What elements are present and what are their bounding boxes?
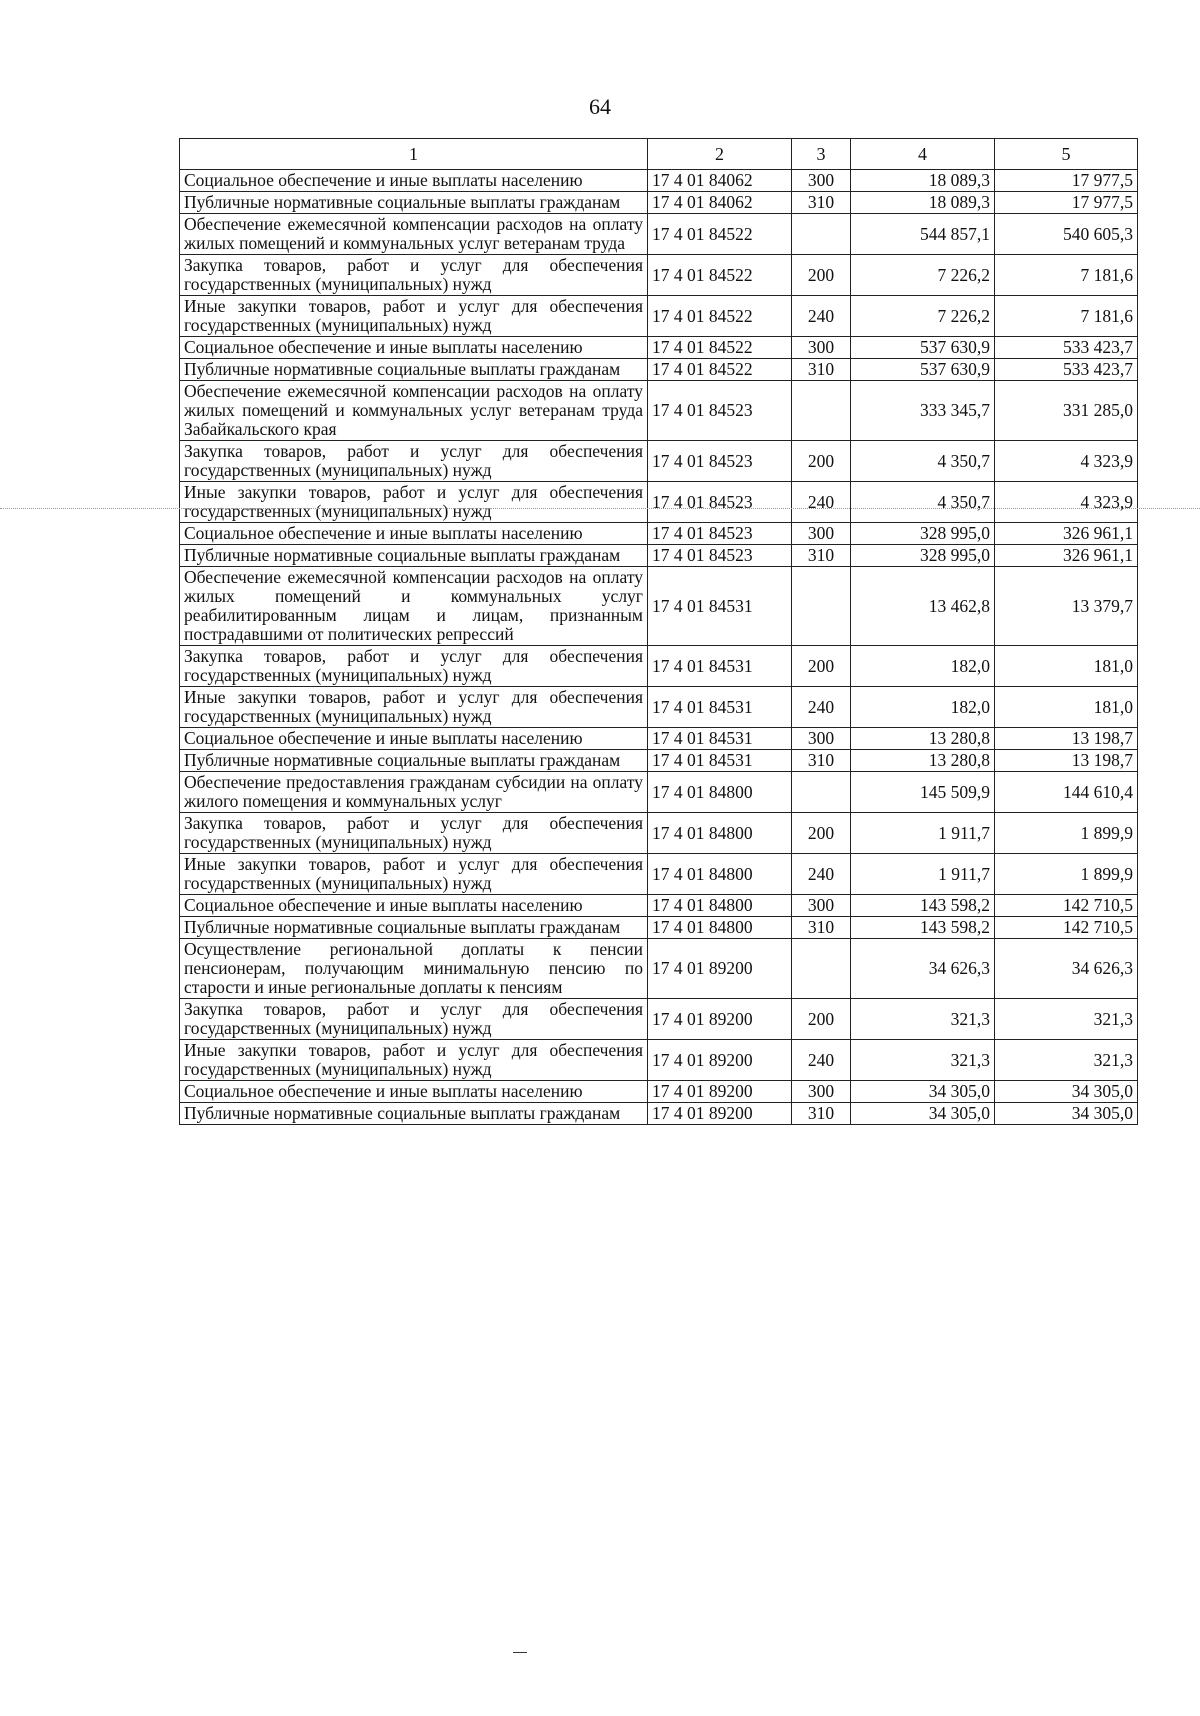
- target-code-cell: 17 4 01 84522: [648, 337, 792, 359]
- amount-year1-cell: 1 911,7: [851, 854, 995, 895]
- row-name-cell: Иные закупки товаров, работ и услуг для обеспечения государственных (муниципальных) нужд: [180, 482, 648, 523]
- amount-year1-cell: 13 462,8: [851, 567, 995, 646]
- row-name-cell: Публичные нормативные социальные выплаты гражданам: [180, 545, 648, 567]
- amount-year2-cell: 34 305,0: [995, 1103, 1138, 1125]
- target-code-cell: 17 4 01 84800: [648, 813, 792, 854]
- target-code-cell: 17 4 01 84531: [648, 687, 792, 728]
- row-name-cell: Иные закупки товаров, работ и услуг для обеспечения государственных (муниципальных) нужд: [180, 854, 648, 895]
- row-name-cell: Обеспечение ежемесячной компенсации расходов на оплату жилых помещений и коммунальных услуг реабилитированным лицам и лицам, признанным пострадавшими от политических репрессий: [180, 567, 648, 646]
- table-row: [180, 170, 1138, 192]
- row-name-cell: Социальное обеспечение и иные выплаты населению: [180, 337, 648, 359]
- expense-type-cell: 310: [792, 1103, 851, 1125]
- row-name-cell: Иные закупки товаров, работ и услуг для обеспечения государственных (муниципальных) нужд: [180, 687, 648, 728]
- amount-year1-cell: 1 911,7: [851, 813, 995, 854]
- row-name-cell: Иные закупки товаров, работ и услуг для обеспечения государственных (муниципальных) нужд: [180, 296, 648, 337]
- expense-type-cell: 300: [792, 895, 851, 917]
- table-row: [180, 337, 1138, 359]
- amount-year2-cell: 321,3: [995, 999, 1138, 1040]
- expense-type-cell: 310: [792, 917, 851, 939]
- table-row: [180, 772, 1138, 813]
- scan-artifact-line: [0, 508, 1200, 509]
- target-code-cell: 17 4 01 84062: [648, 170, 792, 192]
- amount-year2-cell: 540 605,3: [995, 214, 1138, 255]
- expense-type-cell: [792, 381, 851, 441]
- expense-type-cell: 300: [792, 1081, 851, 1103]
- row-name-cell: Публичные нормативные социальные выплаты гражданам: [180, 917, 648, 939]
- amount-year1-cell: 182,0: [851, 687, 995, 728]
- table-row: [180, 895, 1138, 917]
- expense-type-cell: 240: [792, 687, 851, 728]
- amount-year2-cell: 142 710,5: [995, 917, 1138, 939]
- target-code-cell: 17 4 01 89200: [648, 1040, 792, 1081]
- table-row: [180, 381, 1138, 441]
- table-row: [180, 687, 1138, 728]
- table-body: [180, 170, 1138, 1125]
- amount-year2-cell: 17 977,5: [995, 192, 1138, 214]
- table-row: [180, 750, 1138, 772]
- table-row: [180, 917, 1138, 939]
- footer-dash: [513, 1652, 527, 1653]
- amount-year1-cell: 182,0: [851, 646, 995, 687]
- amount-year2-cell: 533 423,7: [995, 359, 1138, 381]
- target-code-cell: 17 4 01 84522: [648, 255, 792, 296]
- row-name-cell: Обеспечение предоставления гражданам субсидии на оплату жилого помещения и коммунальных услуг: [180, 772, 648, 813]
- amount-year1-cell: 34 305,0: [851, 1081, 995, 1103]
- target-code-cell: 17 4 01 84800: [648, 854, 792, 895]
- amount-year1-cell: 7 226,2: [851, 255, 995, 296]
- amount-year1-cell: 7 226,2: [851, 296, 995, 337]
- target-code-cell: 17 4 01 89200: [648, 939, 792, 999]
- table-row: [180, 1040, 1138, 1081]
- table-row: [180, 214, 1138, 255]
- amount-year2-cell: 4 323,9: [995, 441, 1138, 482]
- expense-type-cell: 310: [792, 359, 851, 381]
- amount-year1-cell: 4 350,7: [851, 482, 995, 523]
- expense-type-cell: 300: [792, 337, 851, 359]
- target-code-cell: 17 4 01 84062: [648, 192, 792, 214]
- row-name-cell: Социальное обеспечение и иные выплаты населению: [180, 728, 648, 750]
- table-row: [180, 192, 1138, 214]
- amount-year2-cell: 7 181,6: [995, 255, 1138, 296]
- amount-year1-cell: 321,3: [851, 1040, 995, 1081]
- expense-type-cell: 300: [792, 728, 851, 750]
- row-name-cell: Социальное обеспечение и иные выплаты населению: [180, 523, 648, 545]
- amount-year2-cell: 326 961,1: [995, 545, 1138, 567]
- expense-type-cell: 300: [792, 523, 851, 545]
- expense-type-cell: 310: [792, 545, 851, 567]
- target-code-cell: 17 4 01 84522: [648, 214, 792, 255]
- header-col-5: 5: [995, 139, 1138, 170]
- table-row: [180, 441, 1138, 482]
- amount-year2-cell: 331 285,0: [995, 381, 1138, 441]
- target-code-cell: 17 4 01 89200: [648, 1081, 792, 1103]
- table-header-row: [180, 139, 1138, 170]
- table-row: [180, 255, 1138, 296]
- table-row: [180, 813, 1138, 854]
- amount-year1-cell: 18 089,3: [851, 192, 995, 214]
- amount-year2-cell: 181,0: [995, 646, 1138, 687]
- table-row: [180, 567, 1138, 646]
- expense-type-cell: 300: [792, 170, 851, 192]
- amount-year1-cell: 143 598,2: [851, 895, 995, 917]
- expense-type-cell: [792, 567, 851, 646]
- row-name-cell: Закупка товаров, работ и услуг для обеспечения государственных (муниципальных) нужд: [180, 441, 648, 482]
- amount-year2-cell: 142 710,5: [995, 895, 1138, 917]
- expense-type-cell: 200: [792, 999, 851, 1040]
- row-name-cell: Публичные нормативные социальные выплаты гражданам: [180, 192, 648, 214]
- row-name-cell: Закупка товаров, работ и услуг для обеспечения государственных (муниципальных) нужд: [180, 255, 648, 296]
- target-code-cell: 17 4 01 84522: [648, 296, 792, 337]
- target-code-cell: 17 4 01 84800: [648, 772, 792, 813]
- header-col-2: 2: [648, 139, 792, 170]
- row-name-cell: Иные закупки товаров, работ и услуг для обеспечения государственных (муниципальных) нужд: [180, 1040, 648, 1081]
- amount-year1-cell: 4 350,7: [851, 441, 995, 482]
- amount-year2-cell: 34 626,3: [995, 939, 1138, 999]
- row-name-cell: Публичные нормативные социальные выплаты гражданам: [180, 750, 648, 772]
- target-code-cell: 17 4 01 84523: [648, 482, 792, 523]
- target-code-cell: 17 4 01 84531: [648, 750, 792, 772]
- row-name-cell: Публичные нормативные социальные выплаты гражданам: [180, 359, 648, 381]
- amount-year1-cell: 34 626,3: [851, 939, 995, 999]
- amount-year2-cell: 144 610,4: [995, 772, 1138, 813]
- expense-type-cell: [792, 939, 851, 999]
- expense-type-cell: 310: [792, 750, 851, 772]
- row-name-cell: Закупка товаров, работ и услуг для обеспечения государственных (муниципальных) нужд: [180, 646, 648, 687]
- table-row: [180, 854, 1138, 895]
- amount-year2-cell: 181,0: [995, 687, 1138, 728]
- row-name-cell: Социальное обеспечение и иные выплаты населению: [180, 1081, 648, 1103]
- amount-year2-cell: 1 899,9: [995, 813, 1138, 854]
- target-code-cell: 17 4 01 84800: [648, 917, 792, 939]
- expense-type-cell: 240: [792, 1040, 851, 1081]
- table-row: [180, 523, 1138, 545]
- table-row: [180, 999, 1138, 1040]
- target-code-cell: 17 4 01 84523: [648, 523, 792, 545]
- target-code-cell: 17 4 01 84523: [648, 545, 792, 567]
- amount-year2-cell: 7 181,6: [995, 296, 1138, 337]
- row-name-cell: Социальное обеспечение и иные выплаты населению: [180, 170, 648, 192]
- amount-year2-cell: 13 198,7: [995, 728, 1138, 750]
- amount-year2-cell: 4 323,9: [995, 482, 1138, 523]
- table-row: [180, 728, 1138, 750]
- amount-year2-cell: 321,3: [995, 1040, 1138, 1081]
- table-row: [180, 296, 1138, 337]
- amount-year2-cell: 17 977,5: [995, 170, 1138, 192]
- target-code-cell: 17 4 01 84531: [648, 567, 792, 646]
- amount-year1-cell: 13 280,8: [851, 750, 995, 772]
- row-name-cell: Закупка товаров, работ и услуг для обеспечения государственных (муниципальных) нужд: [180, 999, 648, 1040]
- target-code-cell: 17 4 01 84523: [648, 381, 792, 441]
- row-name-cell: Осуществление региональной доплаты к пенсии пенсионерам, получающим минимальную пенсию по старости и иные региональные доплаты к пенсиям: [180, 939, 648, 999]
- amount-year1-cell: 328 995,0: [851, 545, 995, 567]
- expense-type-cell: 200: [792, 255, 851, 296]
- expense-type-cell: 200: [792, 646, 851, 687]
- amount-year1-cell: 544 857,1: [851, 214, 995, 255]
- row-name-cell: Закупка товаров, работ и услуг для обеспечения государственных (муниципальных) нужд: [180, 813, 648, 854]
- target-code-cell: 17 4 01 84523: [648, 441, 792, 482]
- row-name-cell: Обеспечение ежемесячной компенсации расходов на оплату жилых помещений и коммунальных услуг ветеранам труда: [180, 214, 648, 255]
- amount-year1-cell: 18 089,3: [851, 170, 995, 192]
- amount-year2-cell: 1 899,9: [995, 854, 1138, 895]
- target-code-cell: 17 4 01 84800: [648, 895, 792, 917]
- row-name-cell: Обеспечение ежемесячной компенсации расходов на оплату жилых помещений и коммунальных услуг ветеранам труда Забайкальского края: [180, 381, 648, 441]
- header-col-4: 4: [851, 139, 995, 170]
- amount-year1-cell: 34 305,0: [851, 1103, 995, 1125]
- amount-year1-cell: 333 345,7: [851, 381, 995, 441]
- amount-year2-cell: 533 423,7: [995, 337, 1138, 359]
- table-row: [180, 939, 1138, 999]
- target-code-cell: 17 4 01 89200: [648, 999, 792, 1040]
- expense-type-cell: 240: [792, 854, 851, 895]
- target-code-cell: 17 4 01 84531: [648, 646, 792, 687]
- amount-year2-cell: 13 379,7: [995, 567, 1138, 646]
- amount-year1-cell: 143 598,2: [851, 917, 995, 939]
- header-col-1: 1: [180, 139, 648, 170]
- page-number: 64: [589, 94, 611, 119]
- amount-year1-cell: 13 280,8: [851, 728, 995, 750]
- amount-year1-cell: 145 509,9: [851, 772, 995, 813]
- table-row: [180, 1081, 1138, 1103]
- expense-type-cell: 240: [792, 296, 851, 337]
- expense-type-cell: [792, 214, 851, 255]
- amount-year2-cell: 13 198,7: [995, 750, 1138, 772]
- expense-type-cell: 310: [792, 192, 851, 214]
- expense-type-cell: 240: [792, 482, 851, 523]
- target-code-cell: 17 4 01 84522: [648, 359, 792, 381]
- expense-type-cell: [792, 772, 851, 813]
- amount-year2-cell: 326 961,1: [995, 523, 1138, 545]
- amount-year1-cell: 537 630,9: [851, 337, 995, 359]
- row-name-cell: Социальное обеспечение и иные выплаты населению: [180, 895, 648, 917]
- amount-year1-cell: 537 630,9: [851, 359, 995, 381]
- table-row: [180, 482, 1138, 523]
- target-code-cell: 17 4 01 89200: [648, 1103, 792, 1125]
- table-row: [180, 545, 1138, 567]
- amount-year1-cell: 328 995,0: [851, 523, 995, 545]
- table-row: [180, 1103, 1138, 1125]
- table-row: [180, 646, 1138, 687]
- amount-year2-cell: 34 305,0: [995, 1081, 1138, 1103]
- header-col-3: 3: [792, 139, 851, 170]
- expense-type-cell: 200: [792, 813, 851, 854]
- row-name-cell: Публичные нормативные социальные выплаты гражданам: [180, 1103, 648, 1125]
- budget-table: [179, 138, 1138, 1125]
- expense-type-cell: 200: [792, 441, 851, 482]
- target-code-cell: 17 4 01 84531: [648, 728, 792, 750]
- table-row: [180, 359, 1138, 381]
- amount-year1-cell: 321,3: [851, 999, 995, 1040]
